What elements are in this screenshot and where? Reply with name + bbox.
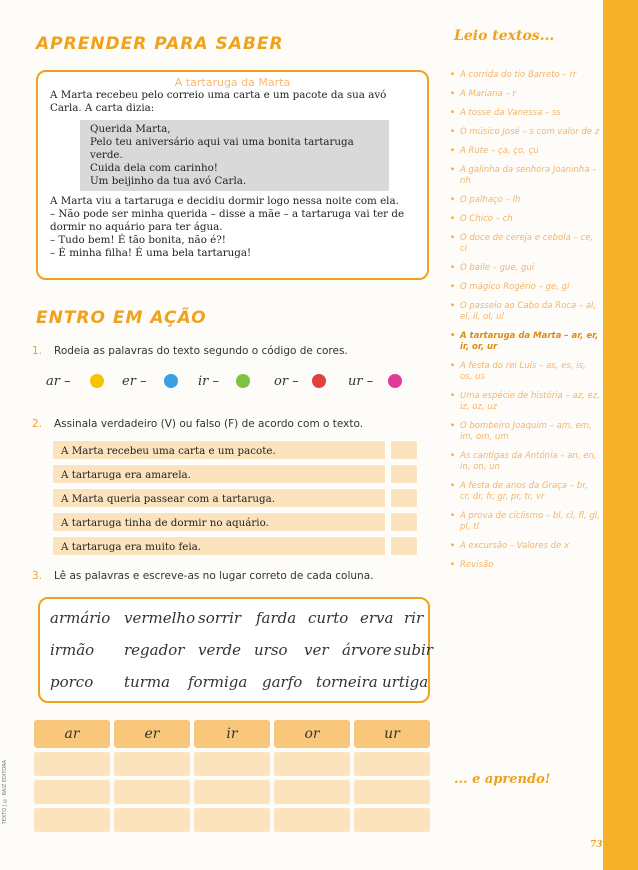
- word: formiga: [188, 673, 248, 691]
- right-edge-bar: [603, 0, 638, 870]
- code-er: er –: [122, 374, 147, 389]
- story-title: A tartaruga da Marta: [174, 76, 291, 89]
- word: turma: [124, 673, 171, 691]
- sidebar-index: [436, 0, 603, 870]
- answer-cell[interactable]: [114, 752, 190, 776]
- story-line: – É minha filha! É uma bela tartaruga!: [50, 247, 252, 259]
- letter-line: Querida Marta,: [90, 123, 171, 135]
- word-row: [48, 673, 429, 697]
- letter-line: Pelo teu aniversário aqui vai uma bonita tartaruga verde.: [90, 136, 354, 161]
- sidebar-item[interactable]: • O passeio ao Cabo da Roca – al, el, il, ol, ul: [450, 301, 600, 323]
- heading-entro: ENTRO EM AÇÃO: [36, 308, 207, 328]
- sidebar-item[interactable]: • A tosse da Vanessa – ss: [450, 108, 600, 119]
- word-row: [48, 641, 433, 665]
- word: árvore: [342, 641, 392, 659]
- statement: A tartaruga era amarela.: [52, 464, 386, 484]
- sidebar-item[interactable]: • O Chico – ch: [450, 214, 600, 225]
- word: porco: [50, 673, 94, 691]
- sidebar-list: [450, 70, 600, 579]
- statement: A Marta recebeu uma carta e um pacote.: [52, 440, 386, 460]
- sidebar-item[interactable]: • O baile – gue, gui: [450, 263, 600, 274]
- answer-box[interactable]: [390, 512, 418, 532]
- true-false-table: [52, 440, 420, 560]
- statement: A tartaruga era muito feia.: [52, 536, 386, 556]
- story-line: A Marta viu a tartaruga e decidiu dormir logo nessa noite com ela.: [50, 195, 399, 207]
- word: subir: [394, 641, 433, 659]
- answer-cell[interactable]: [354, 808, 430, 832]
- table-row: [52, 488, 420, 510]
- word: curto: [308, 609, 349, 627]
- column-header: ur: [354, 720, 430, 748]
- sidebar-item[interactable]: • A prova de ciclismo – bl, cl, fl, gl, pl, tl: [450, 511, 600, 533]
- answer-box[interactable]: [390, 440, 418, 460]
- column-header: ar: [34, 720, 110, 748]
- word: urtiga: [382, 673, 429, 691]
- statement: A tartaruga tinha de dormir no aquário.: [52, 512, 386, 532]
- column-header: or: [274, 720, 350, 748]
- word: sorrir: [198, 609, 242, 627]
- sidebar-item[interactable]: • A festa do rei Luís – as, es, is, os, us: [450, 361, 600, 383]
- word: armário: [50, 609, 111, 627]
- page-number: 73: [590, 840, 603, 850]
- green-splash-icon: [236, 374, 250, 388]
- answer-cell[interactable]: [34, 780, 110, 804]
- word: torneira: [316, 673, 378, 691]
- column-header: ir: [194, 720, 270, 748]
- word-bank-box: [38, 597, 433, 703]
- answer-box[interactable]: [390, 464, 418, 484]
- answer-cell[interactable]: [274, 752, 350, 776]
- answer-cell[interactable]: [274, 780, 350, 804]
- word: erva: [360, 609, 394, 627]
- sidebar-item[interactable]: • A Rute – ça, ço, çu: [450, 146, 600, 157]
- exercise-number: 2.: [32, 418, 43, 430]
- word: urso: [254, 641, 288, 659]
- answer-cell[interactable]: [194, 808, 270, 832]
- sidebar-item[interactable]: • Revisão: [450, 560, 600, 571]
- table-row: [52, 512, 420, 534]
- table-row: [52, 440, 420, 462]
- exercise-number: 1.: [32, 345, 43, 357]
- story-box: [36, 70, 429, 280]
- answer-cell[interactable]: [354, 752, 430, 776]
- sidebar-item[interactable]: • O palhaço – lh: [450, 195, 600, 206]
- answer-cell[interactable]: [34, 752, 110, 776]
- column-header: er: [114, 720, 190, 748]
- letter-line: Cuida dela com carinho!: [90, 162, 218, 174]
- sidebar-item[interactable]: • A galinha da senhora Joaninha – nh: [450, 165, 600, 187]
- word: regador: [124, 641, 185, 659]
- answer-cell[interactable]: [34, 808, 110, 832]
- exercise-instruction: Rodeia as palavras do texto segundo o código de cores.: [54, 345, 348, 357]
- exercise-instruction: Assinala verdadeiro (V) ou falso (F) de acordo com o texto.: [54, 418, 364, 430]
- sidebar-item[interactable]: • A excursão – Valores de x: [450, 541, 600, 552]
- word: ver: [304, 641, 329, 659]
- story-line: – Não pode ser minha querida – disse a mãe – a tartaruga vai ter de dormir no aquário para ter água.: [50, 208, 405, 233]
- yellow-splash-icon: [90, 374, 104, 388]
- word: vermelho: [124, 609, 196, 627]
- exercise-number: 3.: [32, 570, 43, 582]
- word: rir: [404, 609, 424, 627]
- color-code-row: [46, 374, 426, 396]
- table-row: [52, 536, 420, 558]
- statement: A Marta queria passear com a tartaruga.: [52, 488, 386, 508]
- code-ir: ir –: [198, 374, 220, 389]
- word: verde: [198, 641, 242, 659]
- answer-cell[interactable]: [194, 780, 270, 804]
- answer-box[interactable]: [390, 488, 418, 508]
- word: irmão: [50, 641, 95, 659]
- exercise-1: [32, 345, 348, 357]
- letter-line: Um beijinho da tua avó Carla.: [90, 175, 247, 187]
- answer-cell[interactable]: [194, 752, 270, 776]
- pink-splash-icon: [388, 374, 402, 388]
- answer-cell[interactable]: [114, 808, 190, 832]
- sidebar-item[interactable]: • As cantigas da Antónia – an, en, in, on, un: [450, 451, 600, 473]
- sidebar-item[interactable]: • A tartaruga da Marta – ar, er, ir, or, ur: [450, 331, 600, 353]
- answer-cell[interactable]: [114, 780, 190, 804]
- exercise-2: [32, 418, 363, 430]
- code-ur: ur –: [348, 374, 374, 389]
- sidebar-title: Leio textos...: [454, 28, 555, 44]
- red-splash-icon: [312, 374, 326, 388]
- sidebar-item[interactable]: • O músico José – s com valor de z: [450, 127, 600, 138]
- answer-cell[interactable]: [354, 780, 430, 804]
- code-or: or –: [274, 374, 299, 389]
- sidebar-item[interactable]: • A corrida do tio Barreto – rr: [450, 70, 600, 81]
- story-line: – Tudo bem! É tão bonita, não é?!: [50, 234, 226, 246]
- answer-cell[interactable]: [274, 808, 350, 832]
- answer-box[interactable]: [390, 536, 418, 556]
- sidebar-item[interactable]: • O doce de cereja e cebola – ce, ci: [450, 233, 600, 255]
- story-intro: A Marta recebeu pelo correio uma carta e um pacote da sua avó Carla. A carta dizia:: [50, 89, 387, 114]
- heading-aprender: APRENDER PARA SABER: [36, 34, 284, 54]
- sidebar-item[interactable]: • Uma espécie de história – az, ez, iz, oz, uz: [450, 391, 600, 413]
- sidebar-item[interactable]: • O mágico Rogério – ge, gi: [450, 282, 600, 293]
- word: garfo: [262, 673, 303, 691]
- sidebar-item[interactable]: • O bombeiro Joaquim – am, em, im, om, um: [450, 421, 600, 443]
- sidebar-item[interactable]: • A Mariana – r: [450, 89, 600, 100]
- exercise-instruction: Lê as palavras e escreve-as no lugar correto de cada coluna.: [54, 570, 374, 582]
- word-row: [48, 609, 424, 633]
- letter-box: [80, 120, 389, 191]
- blue-splash-icon: [164, 374, 178, 388]
- sidebar-closing: ... e aprendo!: [454, 772, 551, 787]
- code-ar: ar –: [46, 374, 71, 389]
- side-credit: TEXTO | © RAIZ EDITORA: [2, 760, 8, 825]
- word: farda: [256, 609, 297, 627]
- exercise-3: [32, 570, 373, 582]
- table-row: [52, 464, 420, 486]
- sidebar-item[interactable]: • A festa de anos da Graça – br, cr, dr, fr, gr, pr, tr, vr: [450, 481, 600, 503]
